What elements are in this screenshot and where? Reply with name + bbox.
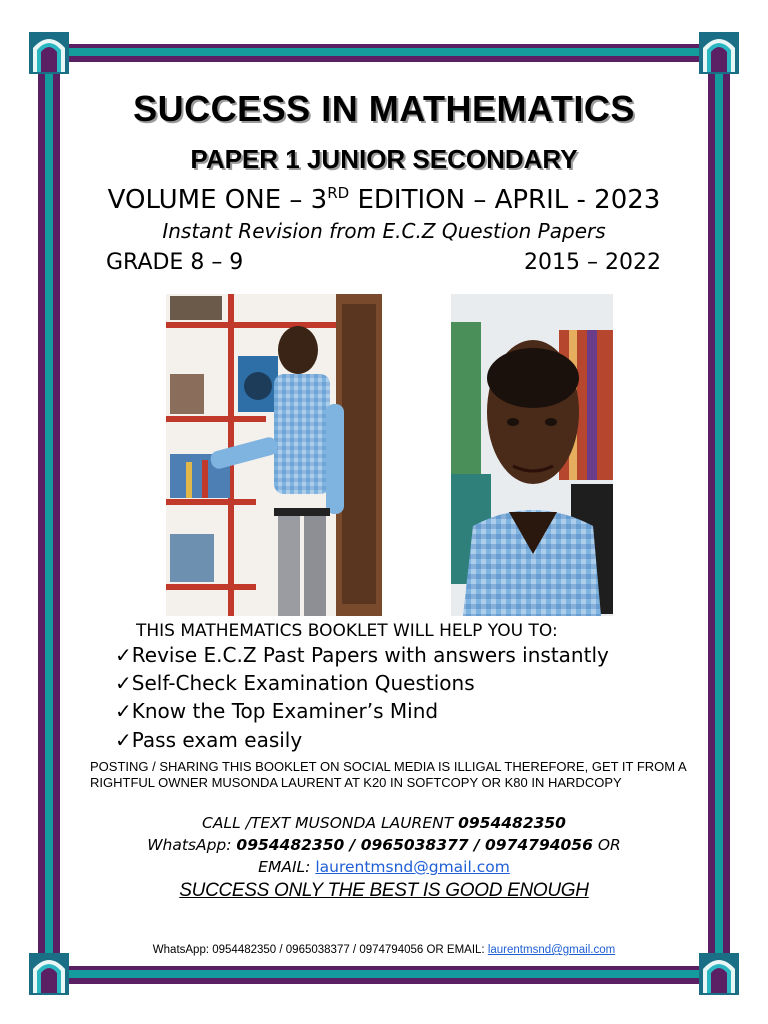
- or-label: OR: [592, 836, 621, 854]
- corner-ornament-bottom-right: [699, 953, 739, 995]
- corner-ornament-top-left: [29, 32, 69, 74]
- volume-sup: RD: [327, 184, 350, 202]
- corner-ornament-bottom-left: [29, 953, 69, 995]
- contact-call-line: [0, 814, 768, 832]
- benefit-item: [115, 643, 609, 667]
- benefit-label: Pass exam easily: [131, 728, 303, 752]
- copyright-warning: POSTING / SHARING THIS BOOKLET ON SOCIAL MEDIA IS ILLIGAL THEREFORE, GET IT FROM A RIGHTFUL OWNER MUSONDA LAURENT AT K20 IN SOFTCOPY OR K80 IN HARDCOPY: [90, 759, 686, 790]
- booklet-subtitle: PAPER 1 JUNIOR SECONDARY: [190, 144, 578, 174]
- tagline: Instant Revision from E.C.Z Question Papers: [162, 219, 606, 243]
- footer-email-link[interactable]: laurentmsnd@gmail.com: [487, 944, 616, 956]
- call-label: CALL /TEXT MUSONDA LAURENT: [202, 814, 459, 832]
- volume-prefix: VOLUME ONE – 3: [107, 185, 328, 215]
- call-number: 0954482350: [458, 814, 566, 832]
- motto: SUCCESS ONLY THE BEST IS GOOD ENOUGH: [179, 880, 589, 901]
- benefit-item: [115, 728, 302, 752]
- author-photo-standing: [166, 294, 382, 616]
- grade-range: GRADE 8 – 9: [106, 250, 244, 275]
- footer: [0, 944, 768, 956]
- check-icon: ✓: [115, 728, 132, 752]
- contact-email-line: [0, 858, 768, 876]
- benefit-label: Revise E.C.Z Past Papers with answers instantly: [131, 643, 609, 667]
- benefit-item: [115, 699, 438, 723]
- author-photo-portrait: [451, 294, 613, 616]
- border-top: [40, 44, 730, 62]
- year-range: 2015 – 2022: [524, 250, 661, 275]
- check-icon: ✓: [115, 671, 132, 695]
- benefit-label: Self-Check Examination Questions: [131, 671, 475, 695]
- border-bottom: [40, 966, 730, 984]
- volume-suffix: EDITION – APRIL - 2023: [349, 185, 661, 215]
- whatsapp-numbers: 0954482350 / 0965038377 / 0974794056: [236, 836, 593, 854]
- corner-ornament-top-right: [699, 32, 739, 74]
- benefits-heading: THIS MATHEMATICS BOOKLET WILL HELP YOU TO:: [136, 621, 558, 641]
- email-label: EMAIL:: [258, 858, 316, 876]
- contact-whatsapp-line: [0, 836, 768, 854]
- volume-line: [0, 184, 768, 215]
- check-icon: ✓: [115, 643, 132, 667]
- whatsapp-label: WhatsApp:: [147, 836, 237, 854]
- footer-text: WhatsApp: 0954482350 / 0965038377 / 0974794056 OR EMAIL:: [152, 944, 488, 956]
- booklet-title: SUCCESS IN MATHEMATICS: [133, 88, 635, 129]
- benefit-label: Know the Top Examiner’s Mind: [131, 699, 439, 723]
- email-link[interactable]: laurentmsnd@gmail.com: [315, 858, 510, 876]
- check-icon: ✓: [115, 699, 132, 723]
- benefit-item: [115, 671, 475, 695]
